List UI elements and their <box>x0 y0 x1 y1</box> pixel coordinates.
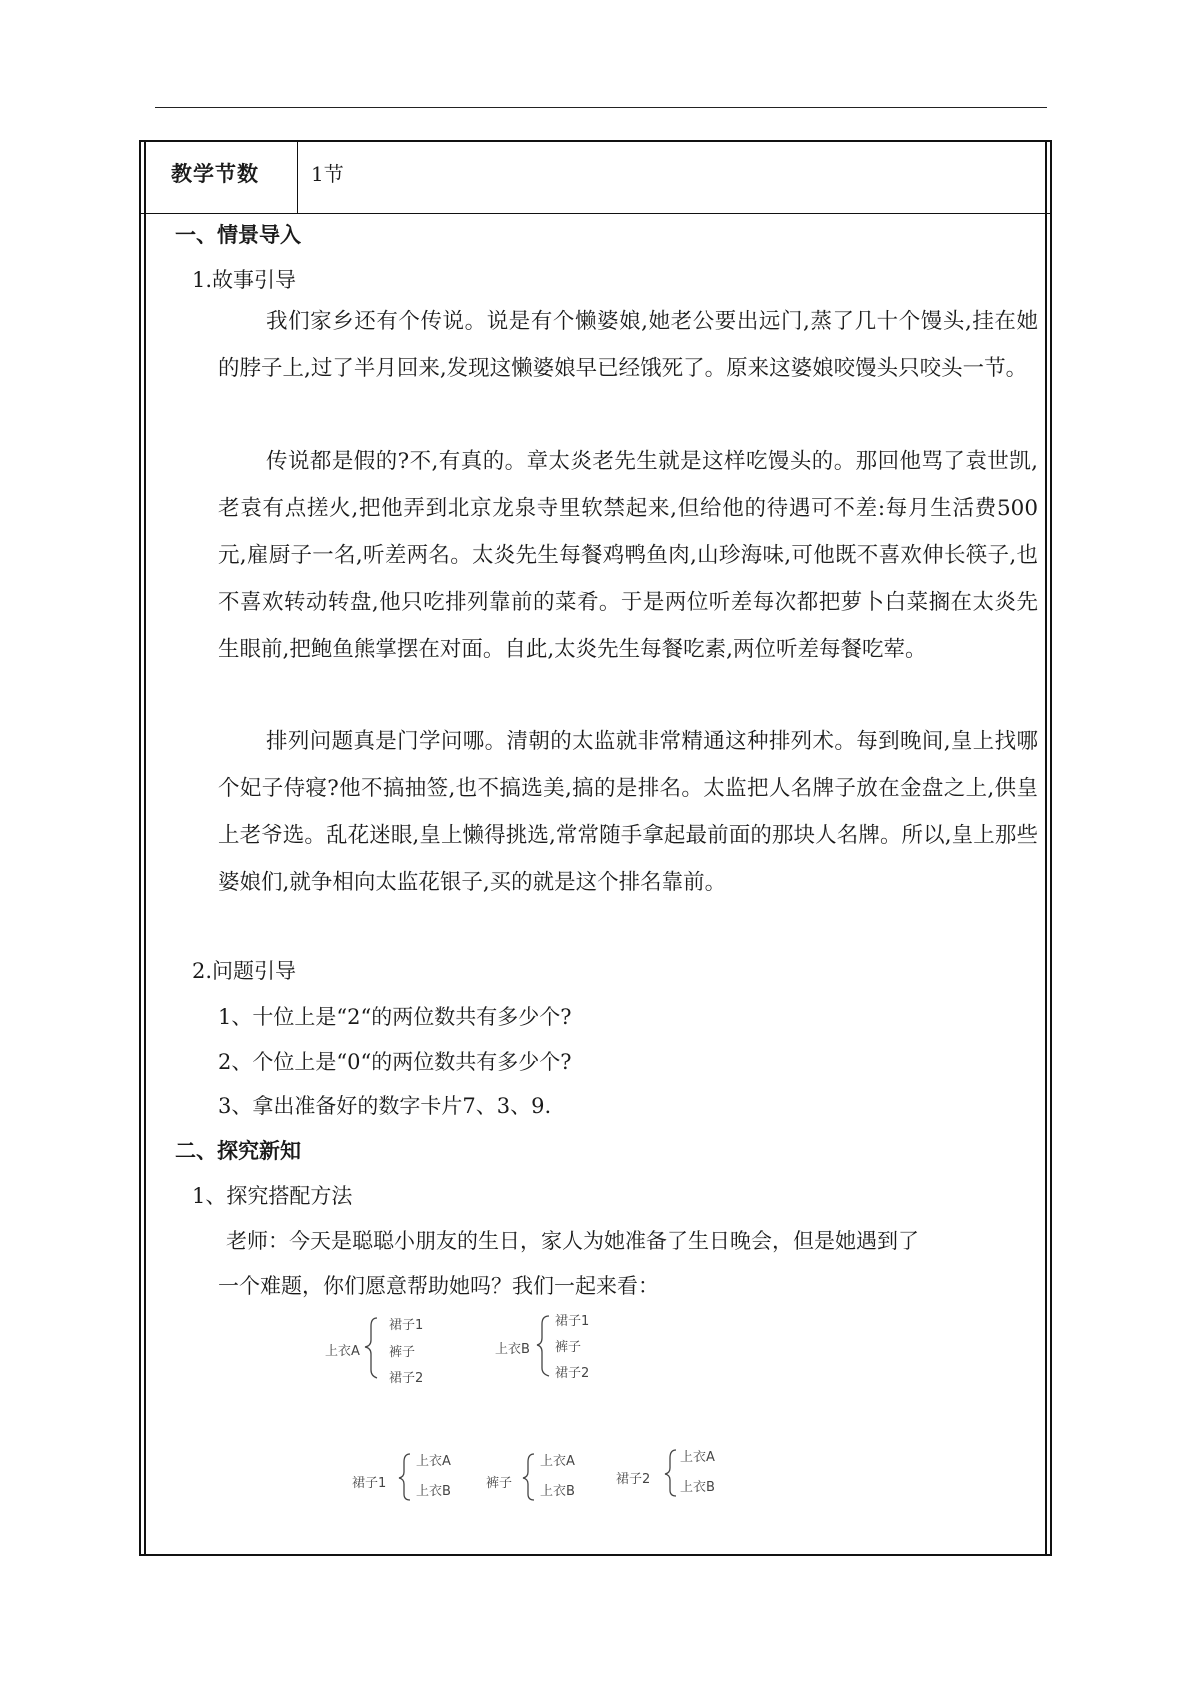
diagram-branch: 上衣A <box>540 1454 575 1469</box>
diagram-branch: 上衣B <box>680 1480 715 1495</box>
section-1-subheading-story: 1.故事引导 <box>192 268 297 292</box>
question-3: 3、拿出准备好的数字卡片7、3、9. <box>218 1094 552 1118</box>
diagram-root: 裙子2 <box>616 1472 651 1487</box>
lesson-count-label: 教学节数 <box>171 162 259 186</box>
story-paragraph-2: 传说都是假的?不,有真的。章太炎老先生就是这样吃馒头的。那回他骂了袁世凯,老袁有点搓火,把他弄到北京龙泉寺里软禁起来,但给他的待遇可不差:每月生活费500元,雇厨子一名,听差两名。太炎先生每餐鸡鸭鱼肉,山珍海味,可他既不喜欢伸长筷子,也不喜欢转动转盘,他只吃排列靠前的菜肴。于是两位听差每次都把萝卜白菜搁在太炎先生眼前,把鲍鱼熊掌摆在对面。自此,太炎先生每餐吃素,两位听差每餐吃荤。 <box>218 449 1038 662</box>
diagram-branch: 上衣A <box>680 1450 715 1465</box>
teacher-dialogue-line-2: 一个难题，你们愿意帮助她吗？我们一起来看： <box>218 1274 659 1298</box>
story-paragraph-3: 排列问题真是门学问哪。清朝的太监就非常精通这种排列术。每到晚间,皇上找哪个妃子侍寝?他不搞抽签,也不搞选美,搞的是排名。太监把人名牌子放在金盘之上,供皇上老爷选。乱花迷眼,皇上懒得挑选,常常随手拿起最前面的那块人名牌。所以,皇上那些婆娘们,就争相向太监花银子,买的就是这个排名靠前。 <box>218 729 1038 895</box>
diagram-branch: 裙子2 <box>389 1371 424 1386</box>
question-2: 2、个位上是“0“的两位数共有多少个? <box>218 1050 572 1074</box>
diagram-branch: 裙子1 <box>389 1318 424 1333</box>
table-border-left-outer <box>139 140 141 1556</box>
table-border-top <box>139 140 1052 142</box>
diagram-branch: 裤子 <box>555 1340 582 1355</box>
lesson-count-value: 1节 <box>311 162 344 186</box>
table-row-divider <box>139 213 1052 214</box>
page-header-rule <box>155 107 1047 108</box>
diagram-root: 裤子 <box>486 1476 513 1491</box>
diagram-branch: 裤子 <box>389 1345 416 1360</box>
diagram-branch: 裙子1 <box>555 1314 590 1329</box>
diagram-root: 上衣A <box>325 1344 360 1359</box>
diagram-branch: 裙子2 <box>555 1366 590 1381</box>
section-1-subheading-questions: 2.问题引导 <box>192 959 297 983</box>
section-1-title: 一、情景导入 <box>175 223 301 247</box>
diagram-branch: 上衣B <box>540 1484 575 1499</box>
diagram-branch: 上衣A <box>416 1454 451 1469</box>
story-paragraph-1: 我们家乡还有个传说。说是有个懒婆娘,她老公要出远门,蒸了几十个馒头,挂在她的脖子上,过了半月回来,发现这懒婆娘早已经饿死了。原来这婆娘咬馒头只咬头一节。 <box>218 309 1038 381</box>
diagram-branch: 上衣B <box>416 1484 451 1499</box>
table-border-bottom <box>139 1554 1052 1556</box>
section-2-subheading: 1、探究搭配方法 <box>192 1184 353 1208</box>
table-cell-divider <box>297 140 298 213</box>
table-border-right-inner <box>1045 140 1047 1556</box>
diagram-root: 上衣B <box>495 1342 530 1357</box>
table-border-left-inner <box>144 140 146 1556</box>
diagram-root: 裙子1 <box>352 1476 387 1491</box>
question-1: 1、十位上是“2“的两位数共有多少个? <box>218 1005 572 1029</box>
section-2-title: 二、探究新知 <box>175 1139 301 1163</box>
teacher-dialogue-line-1: 老师：今天是聪聪小朋友的生日，家人为她准备了生日晚会，但是她遇到了 <box>226 1229 919 1253</box>
table-border-right-outer <box>1050 140 1052 1556</box>
